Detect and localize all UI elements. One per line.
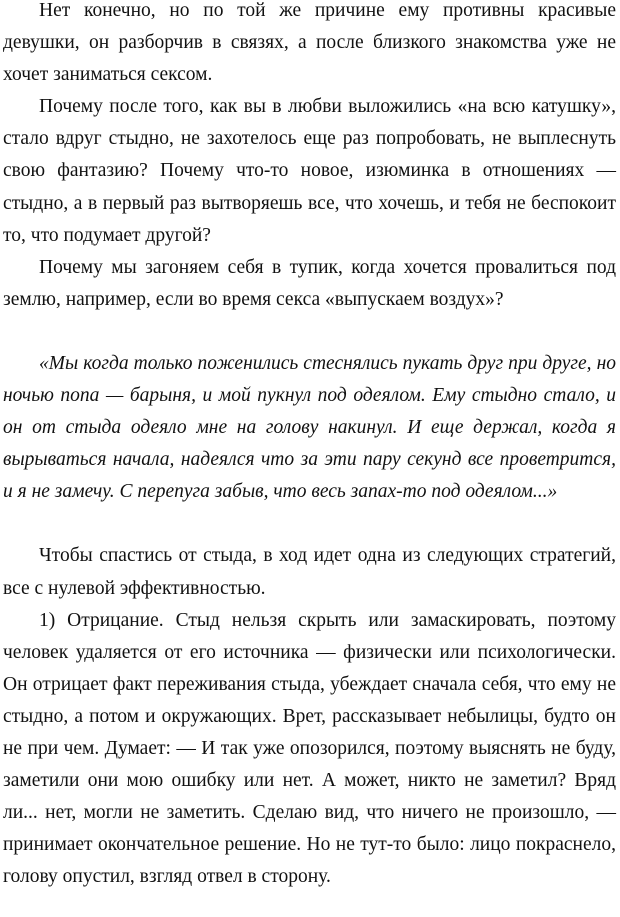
quote-paragraph: «Мы когда только поженились стеснялись пукать друг при друге, но ночью попа — барыня, и мой пукнул под одеялом. Ему стыдно стало, и он от стыда одеяло мне на голову накинул. И еще держал, когда я вырываться начала, надеялся что за эти пару секунд все проветрится, и я не замечу. С перепуга забыв, что весь запах-то под одеялом...» [3,352,616,503]
paragraph-6: 1) Отрицание. Стыд нельзя скрыть или замаскировать, поэтому человек удаляется от его источника — физически или психологически. Он отрицает факт переживания стыда, убеждает сначала себя, что ему не стыдно, а потом и окружающих. Врет, рассказывает небылицы, будто он не при чем. Думает: — И так уже опозорился, поэтому выяснять не буду, заметили они мою ошибку или нет. А может, никто не заметил? Вряд ли... нет, могли не заметить. Сделаю вид, что ничего не произошло, — принимает окончательное решение. Но не тут-то было: лицо покраснело, голову опустил, взгляд отвел в сторону. [3,609,616,888]
paragraph-5: Чтобы спастись от стыда, в ход идет одна из следующих стратегий, все с нулевой эффективностью. [3,545,616,599]
paragraph-1: Нет конечно, но по той же причине ему противны красивые девушки, он разборчив в связях, а после близкого знакомства уже не хочет заниматься сексом. [3,0,616,86]
paragraph-2: Почему после того, как вы в любви выложились «на всю катушку», стало вдруг стыдно, не захотелось еще раз попробовать, не выплеснуть свою фантазию? Почему что-то новое, изюминка в отношениях — стыдно, а в первый раз вытворяешь все, что хочешь, и тебя не беспокоит то, что подумает другой? [3,96,616,246]
paragraph-3: Почему мы загоняем себя в тупик, когда хочется провалиться под землю, например, если во время секса «выпускаем воздух»? [3,256,616,310]
